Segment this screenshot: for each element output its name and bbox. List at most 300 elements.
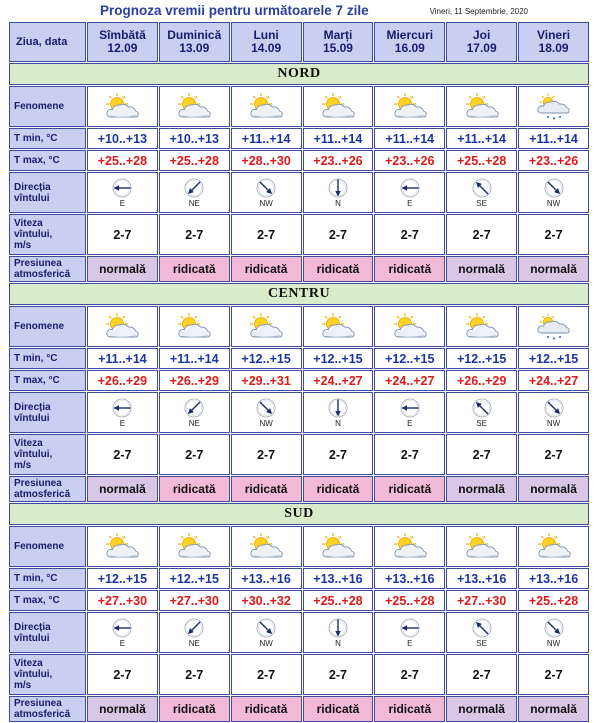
wind-speed-value: 2-7: [544, 447, 563, 462]
row-label-line: Fenomene: [14, 321, 65, 332]
day-header: [374, 22, 445, 62]
wind-direction: [375, 398, 444, 428]
wind-speed-cell: [231, 214, 302, 255]
wind-direction-label: NE: [188, 198, 200, 208]
cloud-snow-icon: [534, 93, 574, 121]
day-date: 16.09: [394, 41, 425, 55]
pressure-cell: [231, 256, 302, 282]
cloud-sun-icon: [174, 533, 214, 561]
tmax-cell: [231, 590, 302, 611]
fenomene-row: [9, 526, 589, 567]
cloud-sun-icon: [534, 533, 574, 561]
tmin-cell: [374, 128, 445, 149]
row-label-line: Direcția: [14, 401, 51, 413]
row-label-pressure: [9, 256, 86, 282]
wind-direction: [375, 618, 444, 648]
tmin-cell: [518, 128, 589, 149]
wind-compass-icon: [544, 398, 564, 418]
wind-compass-icon: [112, 618, 132, 638]
tmin-cell: [518, 568, 589, 589]
tmax-value: +25..+28: [528, 593, 579, 608]
pressure-cell: [87, 256, 158, 282]
pressure-value: ridicată: [244, 702, 288, 716]
tmax-value: +25..+28: [97, 153, 148, 168]
weather-cell: [303, 526, 374, 567]
row-label-fenomene: [9, 306, 86, 347]
weather-cell: [303, 86, 374, 127]
row-label-fenomene: [9, 526, 86, 567]
corner-label: Ziua, data: [16, 35, 68, 48]
wind-speed-cell: [518, 654, 589, 695]
region-row: [9, 63, 589, 85]
wind-direction-row: [9, 172, 589, 213]
wind-speed-value: 2-7: [400, 667, 419, 682]
wind-direction: [447, 618, 516, 648]
page-title: Prognoza vremii pentru următoarele 7 zile: [100, 3, 369, 18]
wind-compass-icon: [544, 178, 564, 198]
wind-compass-icon: [256, 178, 276, 198]
pressure-row: [9, 476, 589, 502]
region-row: [9, 503, 589, 525]
pressure-row: [9, 256, 589, 282]
tmin-cell: [446, 568, 517, 589]
wind-direction-cell: [231, 172, 302, 213]
wind-speed-cell: [159, 654, 230, 695]
pressure-cell: [518, 476, 589, 502]
pressure-cell: [231, 476, 302, 502]
wind-speed-value: 2-7: [472, 667, 491, 682]
pressure-cell: [374, 476, 445, 502]
weather-cell: [159, 86, 230, 127]
tmax-cell: [446, 150, 517, 171]
tmin-cell: [87, 568, 158, 589]
region-header: [9, 503, 589, 525]
wind-speed-row: [9, 654, 589, 695]
row-label-tmax: [9, 150, 86, 171]
pressure-cell: [446, 476, 517, 502]
tmax-value: +28..+30: [241, 153, 291, 168]
pressure-value: ridicată: [172, 482, 216, 496]
cloud-sun-icon: [246, 313, 286, 341]
region-header: [9, 283, 589, 305]
wind-direction-cell: [374, 392, 445, 433]
pressure-value: normală: [458, 262, 505, 276]
tmax-row: [9, 150, 589, 171]
weather-cell: [87, 86, 158, 127]
wind-direction-label: NW: [546, 198, 561, 208]
row-label-pressure: [9, 696, 86, 722]
wind-direction-cell: [87, 612, 158, 653]
tmax-value: +23..+26: [313, 153, 363, 168]
wind-compass-icon: [328, 398, 348, 418]
pressure-cell: [446, 256, 517, 282]
wind-direction-label: N: [335, 638, 341, 648]
tmin-value: +11..+14: [529, 131, 578, 146]
day-header: [446, 22, 517, 62]
tmin-cell: [159, 348, 230, 369]
wind-direction-cell: [159, 172, 230, 213]
wind-compass-icon: [184, 178, 204, 198]
pressure-value: ridicată: [388, 702, 432, 716]
wind-speed-value: 2-7: [185, 447, 204, 462]
wind-direction: [447, 178, 516, 208]
pressure-cell: [87, 696, 158, 722]
header-row: [9, 22, 589, 62]
wind-direction: [304, 618, 373, 648]
row-label-line: Presiunea: [14, 478, 62, 489]
tmin-value: +13..+16: [456, 571, 507, 586]
row-label-line: Viteza: [14, 218, 43, 229]
wind-compass-icon: [472, 398, 492, 418]
wind-speed-value: 2-7: [185, 667, 204, 682]
day-date: 12.09: [107, 41, 138, 55]
day-date: 13.09: [179, 41, 210, 55]
tmax-cell: [231, 150, 302, 171]
tmax-cell: [446, 590, 517, 611]
wind-direction-row: [9, 392, 589, 433]
day-header: [231, 22, 302, 62]
wind-speed-row: [9, 434, 589, 475]
wind-compass-icon: [400, 618, 420, 638]
row-label-line: Presiunea: [14, 698, 62, 709]
wind-direction: [232, 398, 301, 428]
wind-speed-cell: [159, 214, 230, 255]
wind-direction: [88, 398, 157, 428]
day-header: [518, 22, 589, 62]
wind-speed-value: 2-7: [472, 447, 491, 462]
wind-speed-value: 2-7: [400, 447, 419, 462]
wind-direction-cell: [159, 612, 230, 653]
pressure-cell: [87, 476, 158, 502]
pressure-cell: [303, 256, 374, 282]
tmin-value: +13..+16: [241, 571, 291, 586]
wind-speed-cell: [159, 434, 230, 475]
wind-direction-cell: [518, 172, 589, 213]
wind-compass-icon: [328, 618, 348, 638]
wind-direction-label: E: [407, 418, 413, 428]
row-label-tmin: [9, 348, 86, 369]
tmax-cell: [518, 590, 589, 611]
tmin-value: +12..+15: [385, 351, 435, 366]
tmin-value: +12..+15: [169, 571, 219, 586]
wind-direction: [232, 618, 301, 648]
wind-speed-value: 2-7: [185, 227, 204, 242]
wind-speed-value: 2-7: [328, 667, 347, 682]
row-label-wind-direction: [9, 392, 86, 433]
row-label-line: Presiunea: [14, 258, 62, 269]
row-label-line: vîntului: [14, 192, 50, 204]
row-label-wind-speed: [9, 434, 86, 475]
wind-direction-cell: [231, 612, 302, 653]
cloud-sun-icon: [390, 313, 430, 341]
wind-direction: [304, 178, 373, 208]
weather-cell: [446, 526, 517, 567]
day-name: Luni: [253, 28, 279, 42]
wind-speed-cell: [87, 434, 158, 475]
wind-direction-label: N: [335, 198, 341, 208]
corner-header: [9, 22, 86, 62]
wind-direction: [447, 398, 516, 428]
row-label-line: Viteza: [14, 438, 43, 449]
tmax-value: +23..+26: [528, 153, 579, 168]
tmin-cell: [446, 128, 517, 149]
pressure-value: normală: [99, 482, 146, 496]
row-label-pressure: [9, 476, 86, 502]
tmin-row: [9, 568, 589, 589]
tmin-cell: [159, 568, 230, 589]
wind-compass-icon: [256, 618, 276, 638]
row-label-line: Fenomene: [14, 541, 65, 552]
wind-direction-cell: [446, 612, 517, 653]
pressure-cell: [518, 256, 589, 282]
tmax-cell: [303, 370, 374, 391]
weather-cell: [231, 526, 302, 567]
tmax-value: +24..+27: [528, 373, 579, 388]
wind-direction-label: SE: [476, 198, 487, 208]
cloud-sun-icon: [102, 93, 142, 121]
pressure-value: ridicată: [388, 262, 432, 276]
pressure-value: ridicată: [172, 262, 216, 276]
wind-speed-cell: [518, 434, 589, 475]
forecast-table: [8, 21, 590, 723]
tmax-cell: [303, 590, 374, 611]
tmax-cell: [374, 150, 445, 171]
wind-compass-icon: [256, 398, 276, 418]
pressure-value: normală: [99, 262, 146, 276]
pressure-value: normală: [458, 482, 505, 496]
wind-compass-icon: [328, 178, 348, 198]
wind-speed-value: 2-7: [113, 447, 132, 462]
fenomene-row: [9, 86, 589, 127]
wind-direction: [88, 178, 157, 208]
row-label-line: Viteza: [14, 658, 43, 669]
cloud-sun-icon: [318, 533, 358, 561]
pressure-cell: [374, 696, 445, 722]
tmax-value: +24..+27: [385, 373, 435, 388]
wind-direction-label: NW: [259, 638, 273, 648]
day-name: Vineri: [536, 28, 571, 42]
tmax-cell: [374, 590, 445, 611]
tmax-value: +25..+28: [313, 593, 363, 608]
pressure-value: normală: [530, 482, 577, 496]
wind-speed-value: 2-7: [472, 227, 491, 242]
tmin-cell: [87, 348, 158, 369]
tmax-value: +25..+28: [385, 593, 435, 608]
row-label-line: Fenomene: [14, 101, 65, 112]
row-label-line: m/s: [14, 240, 32, 251]
wind-direction-label: E: [119, 638, 126, 648]
day-name: Sîmbătă: [99, 28, 146, 42]
cloud-sun-icon: [102, 313, 142, 341]
fenomene-row: [9, 306, 589, 347]
pressure-value: ridicată: [388, 482, 432, 496]
pressure-value: ridicată: [172, 702, 216, 716]
tmin-value: +11..+14: [241, 131, 291, 146]
tmax-cell: [518, 150, 589, 171]
wind-speed-cell: [231, 654, 302, 695]
wind-direction-label: NE: [188, 418, 200, 428]
pressure-cell: [303, 696, 374, 722]
tmax-value: +26..+29: [97, 373, 148, 388]
wind-direction-cell: [518, 392, 589, 433]
day-header: [303, 22, 374, 62]
cloud-sun-icon: [390, 533, 430, 561]
row-label-line: T max, °C: [14, 155, 60, 166]
row-label-line: T min, °C: [14, 133, 58, 144]
region-row: [9, 283, 589, 305]
tmin-value: +12..+15: [241, 351, 291, 366]
tmax-cell: [87, 590, 158, 611]
row-label-wind-direction: [9, 612, 86, 653]
tmax-cell: [87, 370, 158, 391]
tmax-value: +25..+28: [456, 153, 507, 168]
row-label-line: T max, °C: [14, 595, 60, 606]
weather-cell: [159, 526, 230, 567]
tmin-row: [9, 128, 589, 149]
wind-speed-value: 2-7: [328, 227, 347, 242]
weather-cell: [159, 306, 230, 347]
wind-speed-cell: [87, 214, 158, 255]
wind-direction-label: E: [119, 418, 126, 428]
cloud-snow-icon: [534, 313, 574, 341]
tmax-cell: [446, 370, 517, 391]
wind-speed-cell: [303, 214, 374, 255]
tmin-value: +11..+14: [385, 131, 435, 146]
tmax-value: +27..+30: [97, 593, 148, 608]
row-label-line: vîntului: [14, 412, 50, 424]
tmax-value: +30..+32: [241, 593, 291, 608]
day-name: Joi: [472, 28, 491, 42]
row-label-wind-direction: [9, 172, 86, 213]
wind-speed-cell: [446, 654, 517, 695]
tmax-value: +25..+28: [169, 153, 219, 168]
tmin-value: +11..+14: [457, 131, 506, 146]
cloud-sun-icon: [246, 93, 286, 121]
wind-direction-cell: [518, 612, 589, 653]
wind-direction: [160, 618, 229, 648]
pressure-value: ridicată: [244, 262, 288, 276]
row-label-wind-speed: [9, 654, 86, 695]
wind-compass-icon: [400, 398, 420, 418]
wind-speed-cell: [374, 214, 445, 255]
wind-direction: [519, 618, 588, 648]
cloud-sun-icon: [390, 93, 430, 121]
pressure-cell: [518, 696, 589, 722]
wind-direction: [88, 618, 157, 648]
wind-direction-cell: [303, 392, 374, 433]
tmin-cell: [303, 568, 374, 589]
wind-direction-cell: [446, 392, 517, 433]
wind-direction-cell: [87, 172, 158, 213]
wind-direction-label: NW: [546, 418, 561, 428]
pressure-value: normală: [530, 702, 577, 716]
wind-direction-cell: [303, 612, 374, 653]
tmax-cell: [231, 370, 302, 391]
wind-compass-icon: [472, 178, 492, 198]
tmax-row: [9, 370, 589, 391]
weather-cell: [87, 306, 158, 347]
tmax-value: +26..+29: [169, 373, 219, 388]
wind-direction-row: [9, 612, 589, 653]
tmin-value: +13..+16: [313, 571, 363, 586]
weather-cell: [231, 306, 302, 347]
tmin-row: [9, 348, 589, 369]
weather-cell: [374, 306, 445, 347]
row-label-line: vîntului,: [14, 229, 53, 240]
tmax-cell: [303, 150, 374, 171]
tmin-cell: [231, 128, 302, 149]
pressure-value: ridicată: [316, 482, 360, 496]
weather-cell: [231, 86, 302, 127]
row-label-line: atmosferică: [14, 269, 71, 280]
tmax-value: +27..+30: [456, 593, 507, 608]
wind-direction-label: SE: [476, 418, 487, 428]
pressure-value: normală: [99, 702, 146, 716]
weather-cell: [518, 86, 589, 127]
row-label-line: atmosferică: [14, 489, 71, 500]
wind-direction-label: NW: [546, 638, 561, 648]
tmax-cell: [159, 370, 230, 391]
tmin-cell: [159, 128, 230, 149]
cloud-sun-icon: [246, 533, 286, 561]
tmax-cell: [518, 370, 589, 391]
wind-direction-label: N: [335, 418, 341, 428]
wind-speed-cell: [87, 654, 158, 695]
day-header: [87, 22, 158, 62]
wind-speed-cell: [518, 214, 589, 255]
wind-compass-icon: [112, 178, 132, 198]
row-label-line: T min, °C: [14, 573, 58, 584]
wind-compass-icon: [184, 398, 204, 418]
tmin-cell: [518, 348, 589, 369]
tmax-cell: [159, 150, 230, 171]
tmin-value: +10..+13: [97, 131, 148, 146]
row-label-line: T min, °C: [14, 353, 58, 364]
wind-speed-value: 2-7: [544, 667, 563, 682]
wind-direction: [519, 178, 588, 208]
tmax-value: +26..+29: [456, 373, 507, 388]
wind-direction-cell: [374, 172, 445, 213]
row-label-line: vîntului,: [14, 669, 53, 680]
forecast-date: Vineri, 11 Septembrie, 2020: [429, 7, 528, 16]
cloud-sun-icon: [318, 93, 358, 121]
wind-compass-icon: [472, 618, 492, 638]
tmin-cell: [374, 568, 445, 589]
row-label-wind-speed: [9, 214, 86, 255]
wind-direction: [160, 178, 229, 208]
pressure-cell: [159, 476, 230, 502]
title-bar: [0, 0, 600, 22]
day-date: 14.09: [251, 41, 282, 55]
wind-compass-icon: [184, 618, 204, 638]
tmin-cell: [231, 348, 302, 369]
wind-speed-cell: [374, 654, 445, 695]
weather-cell: [374, 526, 445, 567]
wind-direction: [375, 178, 444, 208]
tmax-cell: [374, 370, 445, 391]
wind-compass-icon: [400, 178, 420, 198]
wind-direction-label: E: [119, 198, 126, 208]
tmax-value: +24..+27: [313, 373, 363, 388]
pressure-value: normală: [530, 262, 577, 276]
wind-direction-cell: [87, 392, 158, 433]
wind-speed-value: 2-7: [544, 227, 563, 242]
wind-direction-label: NE: [188, 638, 200, 648]
region-name: NORD: [277, 66, 321, 81]
wind-direction-cell: [374, 612, 445, 653]
tmin-value: +12..+15: [456, 351, 507, 366]
wind-direction: [304, 398, 373, 428]
